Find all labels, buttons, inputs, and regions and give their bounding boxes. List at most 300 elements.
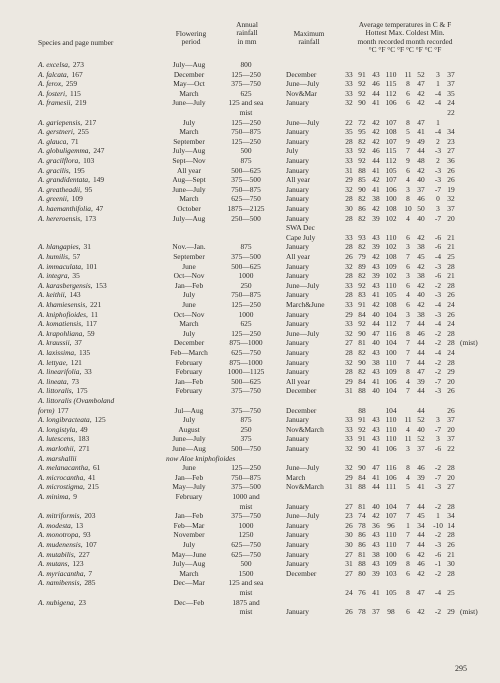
rainfall-cell: 750—875 <box>231 290 261 300</box>
temperature-cell: 112 <box>385 319 397 329</box>
temperature-cell: 27 <box>447 482 455 492</box>
temperature-cell: -2 <box>434 328 442 338</box>
temperature-cell: 20 <box>447 213 455 223</box>
temperature-cell: 27 <box>345 549 353 559</box>
temperature-cell: 111 <box>385 482 397 492</box>
temperature-cell: 7 <box>406 530 410 540</box>
table-row <box>0 540 500 549</box>
max-rainfall-cell: January <box>286 549 309 559</box>
rainfall-cell: 625—750 <box>231 549 261 559</box>
max-rainfall-cell: June—July <box>286 79 320 89</box>
rainfall-cell: 375—750 <box>231 386 261 396</box>
max-rainfall-cell: January <box>286 165 309 175</box>
species-cell: A. littoralis, 175 <box>38 386 88 396</box>
header-rainfall: Annual rainfall in mm <box>236 20 258 46</box>
table-row <box>0 214 500 223</box>
rainfall-cell: 1500 <box>238 568 254 578</box>
temperature-cell: 90 <box>358 328 366 338</box>
species-cell: form) 177 <box>38 405 69 415</box>
temperature-cell: 90 <box>358 184 366 194</box>
table-row <box>0 70 500 79</box>
temperature-cell: 40 <box>417 290 425 300</box>
temperature-cell: 7 <box>406 540 410 549</box>
temperature-cell: 90 <box>358 444 366 453</box>
temperature-cell: 47 <box>417 588 425 597</box>
flowering-cell: February <box>175 367 203 377</box>
temperature-cell: 4 <box>406 424 410 434</box>
temperature-cell: 104 <box>385 386 397 396</box>
max-rainfall-cell: December <box>286 405 317 415</box>
table-row <box>0 300 500 309</box>
table-row <box>0 569 500 578</box>
header-max-rainfall: Maximum rainfall <box>293 29 325 47</box>
temperature-cell: 21 <box>447 232 455 242</box>
flowering-cell: Jan—Feb <box>174 511 204 521</box>
temperature-cell: 86 <box>358 530 366 540</box>
temperature-cell: 4 <box>406 175 410 185</box>
temperature-cell: 42 <box>417 280 425 290</box>
temperature-cell: -4 <box>434 127 442 137</box>
temperature-cell: 110 <box>385 434 397 444</box>
species-cell: A. marshallii <box>38 453 77 463</box>
temperature-cell: 28 <box>447 530 455 540</box>
temperature-cell: 43 <box>372 540 380 549</box>
temperature-cell: 1 <box>406 520 410 530</box>
rainfall-cell: 875—1000 <box>229 338 263 348</box>
temperature-cell: 30 <box>447 559 455 569</box>
temperature-cell: -6 <box>434 444 442 453</box>
temperature-cell: -3 <box>434 482 442 492</box>
temperature-cell: 25 <box>447 252 455 261</box>
flowering-cell: March <box>179 319 199 329</box>
temperature-cell: 81 <box>358 501 366 511</box>
temperature-cell: 82 <box>358 194 366 204</box>
species-cell: A. microcantha, 41 <box>38 472 96 482</box>
table-row <box>0 329 500 338</box>
header-species: Species and page number <box>38 38 114 47</box>
temperature-cell: 40 <box>372 309 380 319</box>
temperature-cell: 32 <box>447 194 455 204</box>
temperature-cell: 7 <box>406 511 410 521</box>
rainfall-cell: 500 <box>240 146 252 156</box>
temperature-cell: 41 <box>372 290 380 300</box>
table-row <box>0 578 500 587</box>
temperature-cell: 4 <box>406 213 410 223</box>
temperature-cell: 80 <box>358 568 366 578</box>
max-rainfall-cell: January <box>286 213 309 223</box>
temperature-cell: 46 <box>372 146 380 156</box>
temperature-cell: 112 <box>385 156 397 165</box>
temperature-cell: 6 <box>406 568 410 578</box>
temperature-cell: 41 <box>372 472 380 482</box>
rainfall-cell: 250 <box>240 424 252 434</box>
species-cell: A. glauca, 71 <box>38 136 79 146</box>
temperature-cell: 110 <box>385 357 397 367</box>
flowering-cell: Jan—Feb <box>174 376 204 386</box>
temperature-cell: 47 <box>417 79 425 89</box>
max-rainfall-cell: January <box>286 540 309 549</box>
temperature-cell: 8 <box>406 463 410 473</box>
temperature-cell: 28 <box>345 290 353 300</box>
max-rainfall-cell: January <box>286 607 309 617</box>
temperature-cell: 32 <box>345 463 353 473</box>
temperature-cell: 28 <box>345 367 353 377</box>
temperature-cell: 44 <box>372 88 380 98</box>
flowering-cell: June—July <box>172 98 206 108</box>
temperature-cell: 26 <box>345 607 353 617</box>
flowering-cell: July <box>182 540 196 549</box>
temperature-cell: 42 <box>417 300 425 309</box>
temperature-cell: 44 <box>372 319 380 329</box>
rainfall-cell: 500—625 <box>231 261 261 271</box>
species-cell: A. integra, 35 <box>38 271 80 281</box>
temperature-cell: 28 <box>345 271 353 281</box>
temperature-cell: 107 <box>385 117 397 127</box>
table-row <box>0 492 500 501</box>
temperature-cell: 47 <box>372 328 380 338</box>
temperature-cell: 10 <box>404 204 412 213</box>
temperature-cell: 42 <box>372 511 380 521</box>
rainfall-cell: 250—500 <box>231 213 261 223</box>
temperature-cell: 42 <box>417 98 425 108</box>
rainfall-cell: 625—750 <box>231 194 261 204</box>
temperature-cell: 2 <box>436 156 440 165</box>
temperature-cell: 106 <box>385 472 397 482</box>
temperature-cell: 52 <box>417 415 425 425</box>
temperature-cell: 33 <box>345 280 353 290</box>
temperature-cell: 0 <box>436 194 440 204</box>
temperature-cell: 11 <box>404 434 412 444</box>
flowering-cell: September <box>173 252 205 261</box>
table-row <box>0 559 500 568</box>
flowering-cell: March <box>179 127 199 137</box>
flowering-cell: March <box>179 88 199 98</box>
flowering-cell: July <box>182 415 196 425</box>
temperature-cell: 29 <box>447 367 455 377</box>
rainfall-cell: 500—625 <box>231 165 261 175</box>
max-rainfall-cell: June—July <box>286 328 320 338</box>
flowering-cell: Jan—Feb <box>174 472 204 482</box>
rainfall-cell: 125 and sea <box>228 578 264 588</box>
temperature-cell: -3 <box>434 165 442 175</box>
temperature-cell: 42 <box>417 568 425 578</box>
rainfall-cell: 875 <box>240 156 252 165</box>
temperature-cell: 47 <box>417 367 425 377</box>
rainfall-cell: 375—500 <box>231 175 261 185</box>
temperature-cell: 44 <box>372 482 380 492</box>
table-row <box>0 338 500 347</box>
table-row <box>0 396 500 405</box>
temperature-cell: -7 <box>434 472 442 482</box>
temperature-cell: 24 <box>447 319 455 329</box>
temperature-cell: 92 <box>358 424 366 434</box>
flowering-cell: February <box>175 492 203 501</box>
flowering-cell: July—Aug <box>172 60 206 69</box>
temperature-cell: 88 <box>358 165 366 175</box>
temperature-cell: 43 <box>372 261 380 271</box>
temperature-cell: 42 <box>417 88 425 98</box>
flowering-cell: August <box>178 424 200 434</box>
rainfall-cell: 800 <box>240 60 252 69</box>
temperature-cell: -7 <box>434 424 442 434</box>
species-cell: A. globuligemma, 247 <box>38 146 105 156</box>
temperature-cell: 84 <box>358 376 366 386</box>
temperature-cell: 8 <box>406 328 410 338</box>
temperature-cell: 46 <box>417 194 425 204</box>
table-row <box>0 521 500 530</box>
rainfall-cell: 1000 <box>238 520 254 530</box>
temperature-cell: 104 <box>385 501 397 511</box>
temperature-cell: -2 <box>434 568 442 578</box>
temperature-cell: 6 <box>406 88 410 98</box>
temperature-cell: 27 <box>345 501 353 511</box>
rainfall-cell: 375—750 <box>231 511 261 521</box>
table-row <box>0 434 500 443</box>
species-cell: A. greatheadii, 95 <box>38 184 93 194</box>
temperature-cell: 92 <box>358 156 366 165</box>
temperature-cell: 8 <box>406 367 410 377</box>
species-cell: A. longibracteata, 125 <box>38 415 106 425</box>
max-rainfall-cell: January <box>286 309 309 319</box>
table-row <box>0 175 500 184</box>
temperature-cell: 47 <box>372 463 380 473</box>
temperature-cell: 23 <box>447 136 455 146</box>
temperature-cell: 91 <box>358 69 366 79</box>
flowering-cell: June—Aug <box>172 444 206 453</box>
temperature-cell: 84 <box>358 309 366 319</box>
temperature-cell: 109 <box>385 559 397 569</box>
temperature-cell: 30 <box>345 540 353 549</box>
temperature-cell: 110 <box>385 424 397 434</box>
species-cell: A. monotropa, 93 <box>38 530 91 540</box>
temperature-cell: 30 <box>345 530 353 540</box>
max-rainfall-cell: January <box>286 559 309 569</box>
temperature-cell: -4 <box>434 348 442 357</box>
temperature-cell: 42 <box>417 549 425 559</box>
temperature-cell: 38 <box>417 309 425 319</box>
temperature-cell: 22 <box>345 117 353 127</box>
temperature-cell: 110 <box>385 530 397 540</box>
temperature-cell: 5 <box>406 482 410 492</box>
rainfall-cell: mist <box>239 501 253 511</box>
table-row <box>0 146 500 155</box>
temperature-cell: 37 <box>447 415 455 425</box>
temperature-cell: 91 <box>358 300 366 309</box>
max-rainfall-cell: January <box>286 338 309 348</box>
temperature-cell: 41 <box>372 588 380 597</box>
flowering-cell: Jul—Aug <box>174 405 204 415</box>
temperature-cell: 28 <box>345 348 353 357</box>
temperature-cell: 43 <box>372 530 380 540</box>
temperature-cell: -3 <box>434 175 442 185</box>
temperature-cell: 106 <box>385 98 397 108</box>
temperature-cell: 5 <box>406 127 410 137</box>
temperature-cell: 41 <box>417 482 425 492</box>
table-row <box>0 98 500 107</box>
table-row <box>0 444 500 453</box>
temperature-cell: 105 <box>385 290 397 300</box>
flowering-cell: March <box>179 194 199 204</box>
rainfall-cell: mist <box>239 588 253 597</box>
temperature-cell: 43 <box>372 415 380 425</box>
species-cell: A. namibensis, 285 <box>38 578 96 588</box>
table-row <box>0 473 500 482</box>
table-row <box>0 118 500 127</box>
temperature-cell: 9 <box>406 136 410 146</box>
max-rainfall-cell: January <box>286 319 309 329</box>
max-rainfall-cell: June—July <box>286 511 320 521</box>
species-cell: A. mudenensis, 107 <box>38 540 97 549</box>
temperature-cell: 32 <box>345 261 353 271</box>
species-cell: A. laxissima, 135 <box>38 348 91 357</box>
species-cell: A. fosteri, 115 <box>38 88 81 98</box>
temperature-cell: 42 <box>372 117 380 127</box>
species-cell: A. kniphofioides, 11 <box>38 309 99 319</box>
temperature-cell: 24 <box>345 588 353 597</box>
temperature-cell: 31 <box>345 482 353 492</box>
temperature-cell: 9 <box>406 156 410 165</box>
temperature-cell: 44 <box>417 319 425 329</box>
flowering-cell: Nov.—Jan. <box>172 242 206 252</box>
temperature-cell: 4 <box>406 376 410 386</box>
max-rainfall-cell: January <box>286 530 309 540</box>
species-cell: A. ferox, 259 <box>38 79 78 89</box>
rainfall-cell: 500—625 <box>231 376 261 386</box>
temperature-cell: 22 <box>447 108 455 117</box>
temperature-cell: 109 <box>385 261 397 271</box>
max-rainfall-cell: March&June <box>286 300 325 309</box>
temperature-cell: 27 <box>345 568 353 578</box>
temperature-cell: 33 <box>345 146 353 156</box>
temperature-cell: 7 <box>406 348 410 357</box>
table-row <box>0 367 500 376</box>
table-row <box>0 137 500 146</box>
temperature-cell: 43 <box>372 434 380 444</box>
temperature-cell: 25 <box>447 588 455 597</box>
temperature-cell: 92 <box>358 146 366 156</box>
temperature-cell: 14 <box>447 520 455 530</box>
table-row <box>0 386 500 395</box>
temperature-cell: 11 <box>404 69 412 79</box>
temperature-cell: 6 <box>406 280 410 290</box>
temperature-cell: -3 <box>434 261 442 271</box>
temperature-cell: 7 <box>406 357 410 367</box>
max-rainfall-cell: January <box>286 136 309 146</box>
temperature-cell: 40 <box>417 213 425 223</box>
species-cell <box>38 588 41 597</box>
temperature-cell: 41 <box>372 376 380 386</box>
temperature-cell: 26 <box>345 520 353 530</box>
temperature-cell: 33 <box>345 300 353 309</box>
temperature-cell: 1 <box>436 511 440 521</box>
max-rainfall-cell: January <box>286 261 309 271</box>
temperature-cell: 28 <box>345 136 353 146</box>
temperature-cell: 81 <box>358 549 366 559</box>
rainfall-cell: 625—750 <box>231 540 261 549</box>
rainfall-cell: 375—500 <box>231 252 261 261</box>
temperature-cell: 3 <box>406 271 410 281</box>
temperature-cell: 38 <box>372 357 380 367</box>
temperature-cell: 6 <box>406 98 410 108</box>
temperature-cell: -2 <box>434 357 442 367</box>
temperature-cell: 27 <box>345 338 353 348</box>
flowering-cell: July—Aug <box>172 213 206 223</box>
temperature-cell: 28 <box>447 357 455 367</box>
table-row <box>0 482 500 491</box>
temperature-cell: 109 <box>385 367 397 377</box>
flowering-cell: May—July <box>172 482 206 492</box>
note-cell: (mist) <box>460 338 478 348</box>
table-row <box>0 588 500 597</box>
max-rainfall-cell: January <box>286 156 309 165</box>
temperature-cell: 28 <box>447 501 455 511</box>
temperature-cell: 21 <box>447 549 455 559</box>
temperature-cell: -7 <box>434 213 442 223</box>
temperature-cell: 37 <box>447 204 455 213</box>
note-cell: (mist) <box>460 607 478 617</box>
table-row <box>0 530 500 539</box>
flowering-cell: Oct—Nov <box>173 271 205 281</box>
temperature-cell: 28 <box>447 261 455 271</box>
temperature-cell: 47 <box>417 117 425 127</box>
species-cell: A. nubigena, 23 <box>38 597 86 607</box>
temperature-cell: 7 <box>406 319 410 329</box>
temperature-cell: 40 <box>372 501 380 511</box>
temperature-cell: 33 <box>345 88 353 98</box>
temperature-cell: 28 <box>345 213 353 223</box>
temperature-cell: -4 <box>434 588 442 597</box>
temperature-cell: 100 <box>385 194 397 204</box>
temperature-cell: 33 <box>345 232 353 242</box>
temperature-cell: 92 <box>358 280 366 290</box>
species-cell: A. linearifolia, 33 <box>38 367 92 377</box>
temperature-cell: 50 <box>417 204 425 213</box>
species-cell <box>38 108 41 117</box>
rainfall-cell: 1000 <box>238 271 254 281</box>
table-row <box>0 89 500 98</box>
rainfall-cell: 1875 and <box>232 597 260 607</box>
temperature-cell: 3 <box>436 434 440 444</box>
species-cell: A. gracilflora, 103 <box>38 156 95 165</box>
max-rainfall-cell: January <box>286 415 309 425</box>
flowering-cell: now Aloe kniphofioides <box>166 453 236 463</box>
temperature-cell: 39 <box>372 568 380 578</box>
temperature-cell: 41 <box>372 184 380 194</box>
temperature-cell: 6 <box>406 232 410 242</box>
temperature-cell: 81 <box>358 338 366 348</box>
max-rainfall-cell: June—July <box>286 280 320 290</box>
rainfall-cell: 625—750 <box>231 348 261 357</box>
rainfall-cell: 1250 <box>238 530 254 540</box>
temperature-cell: 32 <box>345 184 353 194</box>
temperature-cell: 100 <box>385 348 397 357</box>
temperature-cell: 39 <box>417 376 425 386</box>
temperature-cell: 82 <box>358 136 366 146</box>
temperature-cell: -7 <box>434 376 442 386</box>
temperature-cell: 95 <box>358 127 366 137</box>
temperature-cell: 1 <box>436 117 440 127</box>
temperature-cell: 107 <box>385 136 397 146</box>
temperature-cell: 38 <box>372 549 380 559</box>
temperature-cell: 110 <box>385 232 397 242</box>
temperature-cell: 108 <box>385 204 397 213</box>
rainfall-cell: 875 <box>240 242 252 252</box>
temperature-cell: 43 <box>372 232 380 242</box>
temperature-cell: 26 <box>447 309 455 319</box>
temperature-cell: 40 <box>417 175 425 185</box>
flowering-cell: Dec—Feb <box>173 597 205 607</box>
page-number: 295 <box>455 664 467 673</box>
